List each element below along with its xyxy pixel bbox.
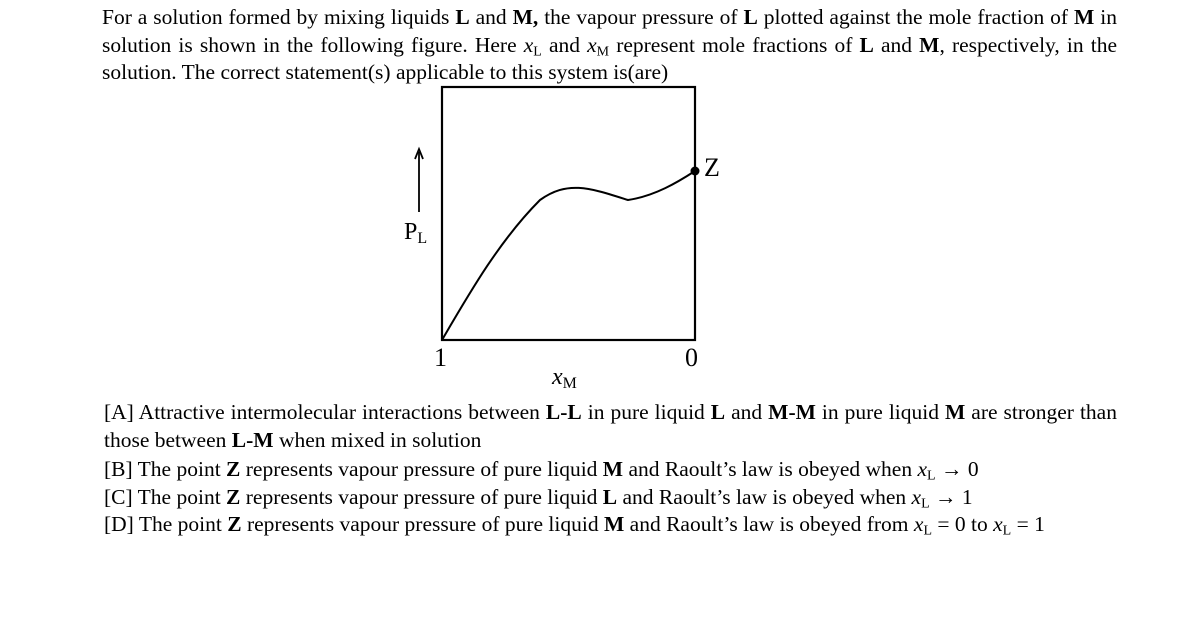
liquid-l-label: L <box>859 32 874 57</box>
question-fragment: and <box>469 5 513 29</box>
x-axis-label: xM <box>552 364 577 392</box>
option-bold: M <box>602 457 624 481</box>
mole-fraction-sub: L <box>927 468 936 484</box>
point-z-label: Z <box>704 153 720 182</box>
mole-fraction-var: x <box>587 32 597 57</box>
mole-fraction-var: x <box>911 485 922 509</box>
option-bold: L <box>710 400 726 424</box>
mole-fraction-sub: L <box>921 496 930 512</box>
mole-fraction-sub: L <box>533 43 542 59</box>
option-text: represents vapour pressure of pure liquid <box>240 485 603 509</box>
option-c <box>104 484 1117 512</box>
option-bold: M <box>944 400 966 424</box>
option-bold: L-M <box>231 427 274 452</box>
option-bold: L-L <box>545 400 582 424</box>
option-b <box>104 456 1117 484</box>
option-label: [A] <box>104 400 134 424</box>
option-text: are stronger than those between <box>104 400 1117 452</box>
option-bold: Z <box>226 485 241 509</box>
mole-fraction-var: x <box>913 512 924 536</box>
question-fragment: and <box>873 32 920 57</box>
liquid-l-label: L <box>455 5 470 29</box>
mole-fraction-sub: L <box>1002 523 1012 539</box>
option-text: represents vapour pressure of pure liquid <box>240 457 603 481</box>
liquid-m-label: M, <box>512 5 539 29</box>
option-text: and Raoult’s law is obeyed from <box>624 512 914 536</box>
mole-fraction-var: x <box>523 32 534 57</box>
option-label: [D] <box>104 512 134 536</box>
option-bold: Z <box>227 512 242 536</box>
question-fragment: represent mole fractions of <box>609 32 860 57</box>
option-text: represents vapour pressure of pure liquid <box>241 512 604 536</box>
vapour-pressure-curve <box>442 171 695 340</box>
point-z-marker <box>691 167 700 176</box>
option-bold: M <box>603 512 625 536</box>
option-label: [B] <box>104 457 133 481</box>
liquid-m-label: M <box>919 32 940 57</box>
option-text: and Raoult’s law is obeyed when <box>623 457 918 481</box>
option-text: Attractive intermolecular interactions between <box>138 400 546 424</box>
option-label: [C] <box>104 485 133 509</box>
option-text: when mixed in solution <box>273 427 482 452</box>
option-text: in pure liquid <box>581 400 711 424</box>
question-fragment: and <box>541 32 588 57</box>
x-tick-left: 1 <box>434 343 447 372</box>
mole-fraction-var: x <box>917 457 928 481</box>
option-bold: L <box>602 485 618 509</box>
option-text: = 1 <box>1011 512 1045 536</box>
liquid-m-label: M <box>1074 5 1095 29</box>
option-d <box>104 511 1117 539</box>
x-tick-right: 0 <box>685 343 698 372</box>
option-text: in pure liquid <box>815 400 945 424</box>
question-fragment: in solution is shown in the following figure. Here <box>102 5 1117 57</box>
question-fragment: For a solution formed by mixing liquids <box>102 5 456 29</box>
option-text: The point <box>137 457 227 481</box>
mole-fraction-sub: M <box>596 43 610 59</box>
option-a <box>104 399 1117 454</box>
question-fragment: the vapour pressure of <box>538 5 744 29</box>
option-text: = 0 to <box>931 512 994 536</box>
option-bold: M-M <box>768 400 816 424</box>
option-text: The point <box>138 512 228 536</box>
question-fragment: plotted against the mole fraction of <box>757 5 1075 29</box>
mole-fraction-sub: L <box>923 523 932 539</box>
option-text: The point <box>137 485 227 509</box>
option-bold: Z <box>226 457 241 481</box>
question-fragment: , respectively, in the solution. The correct statement(s) applicable to this system is(are) <box>102 32 1117 84</box>
option-text: and Raoult’s law is obeyed when <box>617 485 912 509</box>
liquid-l-label: L <box>743 5 758 29</box>
mole-fraction-var: x <box>993 512 1003 536</box>
option-text: → 0 <box>935 457 979 481</box>
y-axis-label: PL <box>404 219 428 247</box>
option-text: and <box>725 400 769 424</box>
option-text: → 1 <box>929 485 973 509</box>
plot-frame <box>442 87 695 340</box>
